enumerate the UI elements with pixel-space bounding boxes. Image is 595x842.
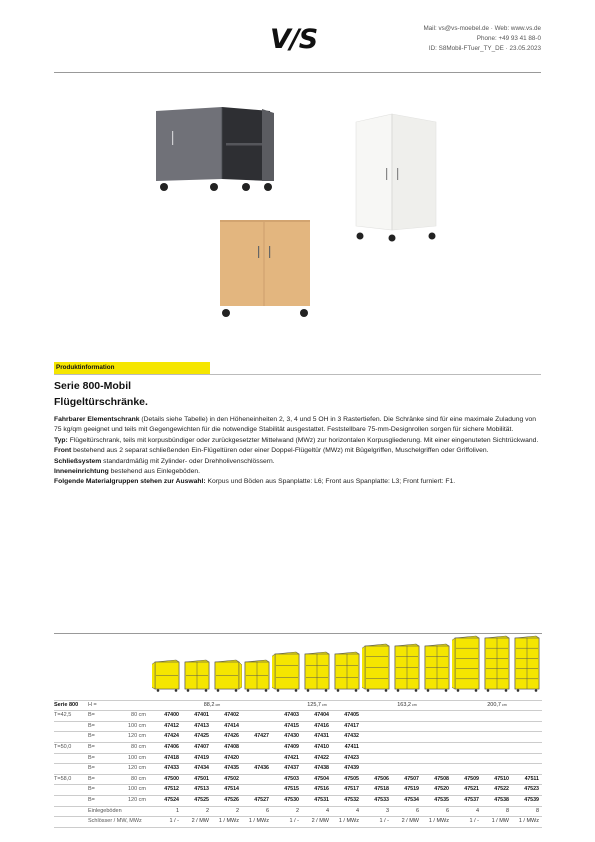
locks-row-value: 1 / MWz — [212, 817, 242, 828]
article-number: 47509 — [452, 774, 482, 785]
article-number: 47525 — [182, 795, 212, 806]
locks-row-value: 1 / - — [272, 817, 302, 828]
article-number: 47401 — [182, 711, 212, 722]
table-icon-spacer — [54, 634, 152, 700]
shelves-row-value: 3 — [362, 806, 392, 817]
article-number: 47504 — [302, 774, 332, 785]
description-paragraph — [54, 467, 542, 477]
document-id-line: ID: S8Mobil-FTuer_TY_DE · 23.05.2023 — [428, 45, 541, 52]
depth-label — [54, 753, 88, 764]
description-term: Fahrbarer Elementschrank — [54, 416, 140, 423]
article-number: 47530 — [272, 795, 302, 806]
article-number — [482, 732, 512, 743]
article-number — [392, 711, 422, 722]
article-number: 47532 — [332, 795, 362, 806]
locks-row-value: 1 / - — [362, 817, 392, 828]
depth-label: T=50,0 — [54, 742, 88, 753]
table-icon-cell — [152, 634, 182, 700]
shelves-row-label: Einlegeböden — [88, 806, 152, 817]
3oh-double-icon — [302, 650, 332, 692]
height-unit: cm — [214, 702, 221, 707]
shelves-row-value: 1 — [152, 806, 182, 817]
article-number: 47435 — [212, 764, 242, 775]
article-number: 47502 — [212, 774, 242, 785]
article-number: 47423 — [332, 753, 362, 764]
article-number: 47438 — [302, 764, 332, 775]
header-divider — [54, 72, 541, 73]
locks-row-value: 1 / MWz — [242, 817, 272, 828]
article-number — [512, 753, 542, 764]
locks-row-value: 2 / MW — [302, 817, 332, 828]
5oh-mw-icon — [512, 634, 542, 692]
description-text: standardmäßig mit Zylinder- oder Drehholivenschlössern. — [101, 457, 275, 465]
article-number: 47410 — [302, 742, 332, 753]
width-label: 100 cm — [100, 721, 152, 732]
article-number — [482, 711, 512, 722]
description-paragraph — [54, 457, 542, 467]
table-row — [54, 742, 542, 753]
width-prefix: B= — [88, 785, 100, 796]
table-row — [54, 711, 542, 722]
shelves-row-value: 2 — [272, 806, 302, 817]
article-number: 47518 — [362, 785, 392, 796]
article-number — [242, 774, 272, 785]
width-label: 100 cm — [100, 753, 152, 764]
height-value — [272, 700, 362, 711]
shelves-row-value: 8 — [512, 806, 542, 817]
article-number: 47508 — [422, 774, 452, 785]
width-prefix: B= — [88, 795, 100, 806]
article-number: 47512 — [152, 785, 182, 796]
article-number — [242, 721, 272, 732]
3oh-mw-icon — [332, 650, 362, 692]
article-number: 47405 — [332, 711, 362, 722]
depth-label — [54, 764, 88, 775]
article-number — [482, 764, 512, 775]
article-number — [392, 742, 422, 753]
article-number: 47430 — [272, 732, 302, 743]
article-number — [362, 721, 392, 732]
article-number: 47539 — [512, 795, 542, 806]
article-number — [242, 785, 272, 796]
shelves-row-value: 6 — [422, 806, 452, 817]
locks-row-label: Schlösser / MW, MWz — [88, 817, 152, 828]
article-number: 47415 — [272, 721, 302, 732]
article-number: 47516 — [302, 785, 332, 796]
table-icon-cell — [392, 634, 422, 700]
width-prefix: B= — [88, 764, 100, 775]
depth-label — [54, 795, 88, 806]
width-label: 100 cm — [100, 785, 152, 796]
depth-label: T=42,5 — [54, 711, 88, 722]
locks-row-value: 1 / - — [452, 817, 482, 828]
description-paragraph — [54, 415, 542, 436]
article-number: 47413 — [182, 721, 212, 732]
article-number: 47416 — [302, 721, 332, 732]
locks-row-value: 2 / MW — [392, 817, 422, 828]
article-number — [422, 711, 452, 722]
description-term: Front — [54, 447, 72, 455]
article-number — [482, 753, 512, 764]
article-number — [362, 764, 392, 775]
article-number — [452, 721, 482, 732]
article-number: 47414 — [212, 721, 242, 732]
article-number: 47426 — [212, 732, 242, 743]
table-icon-cell — [482, 634, 512, 700]
description-text: bestehend aus Einlegeböden. — [108, 468, 200, 476]
article-number: 47503 — [272, 774, 302, 785]
section-divider — [54, 374, 541, 375]
article-number — [422, 742, 452, 753]
locks-row-value: 1 / - — [152, 817, 182, 828]
article-number — [392, 732, 422, 743]
article-number: 47505 — [332, 774, 362, 785]
article-number: 47524 — [152, 795, 182, 806]
article-number — [242, 742, 272, 753]
locks-row-value: 1 / MWz — [332, 817, 362, 828]
width-label: 80 cm — [100, 711, 152, 722]
article-number: 47427 — [242, 732, 272, 743]
product-type-title: Flügeltürschränke. — [54, 396, 148, 408]
article-number: 47537 — [452, 795, 482, 806]
article-number — [422, 721, 452, 732]
table-icon-cell — [212, 634, 242, 700]
height-number: 200,7 — [487, 701, 501, 708]
article-number — [452, 753, 482, 764]
article-number: 47402 — [212, 711, 242, 722]
2oh-right-icon — [212, 658, 242, 692]
product-description — [54, 415, 542, 488]
article-number: 47514 — [212, 785, 242, 796]
4oh-left-icon — [362, 642, 392, 692]
width-prefix: B= — [88, 753, 100, 764]
description-text: bestehend aus 2 separat schließenden Ein-Flügeltüren oder einer Doppel-Flügeltür (MWz) mit Bügelgriffen, Muschelgriffen oder Griffoliven. — [71, 447, 489, 455]
3oh-left-icon — [272, 650, 302, 692]
product-info-tag: Produktinformation — [54, 362, 210, 374]
article-number: 47437 — [272, 764, 302, 775]
article-number: 47417 — [332, 721, 362, 732]
article-number: 47420 — [212, 753, 242, 764]
article-number — [512, 711, 542, 722]
height-value — [452, 700, 542, 711]
article-number: 47500 — [152, 774, 182, 785]
width-label: 120 cm — [100, 764, 152, 775]
4oh-double-icon — [392, 642, 422, 692]
article-number — [242, 711, 272, 722]
table-row — [54, 785, 542, 796]
shelves-row-value: 6 — [392, 806, 422, 817]
row-spacer — [54, 817, 88, 828]
article-number: 47419 — [182, 753, 212, 764]
description-term: Schließsystem — [54, 457, 102, 465]
article-number: 47521 — [452, 785, 482, 796]
height-number: 88,2 — [203, 701, 215, 708]
table-row — [54, 764, 542, 775]
height-unit: cm — [410, 702, 417, 707]
2oh-double-icon — [182, 658, 212, 692]
depth-label — [54, 785, 88, 796]
description-term: Inneneinrichtung — [54, 468, 109, 476]
height-number: 163,2 — [397, 701, 411, 708]
article-number: 47527 — [242, 795, 272, 806]
width-prefix: B= — [88, 742, 100, 753]
width-prefix: B= — [88, 774, 100, 785]
article-number: 47432 — [332, 732, 362, 743]
width-label: 120 cm — [100, 732, 152, 743]
table-icon-cell — [512, 634, 542, 700]
article-number: 47511 — [512, 774, 542, 785]
article-number: 47523 — [512, 785, 542, 796]
width-prefix: B= — [88, 711, 100, 722]
mail-web-line: Mail: vs@vs-moebel.de · Web: www.vs.de — [423, 25, 541, 32]
height-label: H = — [88, 700, 152, 711]
table-icon-cell — [272, 634, 302, 700]
shelves-row-value: 6 — [242, 806, 272, 817]
article-number: 47534 — [392, 795, 422, 806]
article-number — [452, 764, 482, 775]
article-number: 47515 — [272, 785, 302, 796]
article-number: 47431 — [302, 732, 332, 743]
article-number: 47535 — [422, 795, 452, 806]
article-number — [392, 753, 422, 764]
height-unit: cm — [500, 702, 507, 707]
article-number: 47407 — [182, 742, 212, 753]
4oh-mw-icon — [422, 642, 452, 692]
description-paragraph — [54, 477, 542, 487]
locks-row-value: 1 / MWz — [422, 817, 452, 828]
article-number — [422, 753, 452, 764]
shelves-row-value: 2 — [182, 806, 212, 817]
article-number: 47433 — [152, 764, 182, 775]
product-photo-beech-cabinet — [216, 214, 314, 320]
description-term: Typ: — [54, 436, 68, 444]
table-icons-row — [54, 634, 542, 700]
article-number: 47411 — [332, 742, 362, 753]
article-number — [512, 742, 542, 753]
shelves-row-value: 2 — [212, 806, 242, 817]
table-icon-cell — [242, 634, 272, 700]
article-number: 47510 — [482, 774, 512, 785]
height-number: 125,7 — [307, 701, 321, 708]
article-number: 47408 — [212, 742, 242, 753]
article-number — [452, 742, 482, 753]
article-number: 47422 — [302, 753, 332, 764]
article-number — [452, 711, 482, 722]
description-text: Flügeltürschrank, teils mit korpusbündiger oder zurückgesetzter Mittelwand (MWz) zur horizontalen Korpusgliederung. Mit einer eingenuteten Sichtrückwand. — [67, 436, 539, 444]
depth-label: T=58,0 — [54, 774, 88, 785]
description-paragraph — [54, 446, 542, 456]
description-paragraph — [54, 436, 542, 446]
height-unit: cm — [320, 702, 327, 707]
table-row — [54, 774, 542, 785]
article-number: 47434 — [182, 764, 212, 775]
article-number: 47507 — [392, 774, 422, 785]
table-icon-cell — [302, 634, 332, 700]
height-value — [362, 700, 452, 711]
row-spacer — [54, 806, 88, 817]
width-label: 120 cm — [100, 795, 152, 806]
article-number: 47439 — [332, 764, 362, 775]
width-label: 80 cm — [100, 774, 152, 785]
article-number — [422, 764, 452, 775]
locks-row — [54, 817, 542, 828]
article-number: 47522 — [482, 785, 512, 796]
contact-block — [423, 24, 541, 54]
article-number: 47519 — [392, 785, 422, 796]
description-text: (Details siehe Tabelle) in den Höheneinheiten 2, 3, 4 und 5 OH in 3 Rastertiefen. Die Schränke sind für eine maximale Zuladung von 75 kg/qm geeignet und teils mit Gegengewichten für die notwendige Stabilität ausgestattet. Feststellbare 75-mm-Designrollen sorgen für sichere Mobilität. — [54, 416, 537, 434]
locks-row-value: 2 / MW — [182, 817, 212, 828]
5oh-left-icon — [452, 634, 482, 692]
locks-row-value: 1 / MW — [482, 817, 512, 828]
height-value — [152, 700, 272, 711]
variant-table-wrap — [54, 633, 542, 828]
5oh-double-icon — [482, 634, 512, 692]
vs-logo: V/S — [270, 24, 318, 55]
shelves-row-value: 4 — [452, 806, 482, 817]
article-number — [362, 732, 392, 743]
article-number: 47424 — [152, 732, 182, 743]
table-icon-cell — [332, 634, 362, 700]
table-row — [54, 753, 542, 764]
article-number — [362, 742, 392, 753]
article-number: 47418 — [152, 753, 182, 764]
article-number — [452, 732, 482, 743]
2oh-shelf-icon — [242, 658, 272, 692]
table-row — [54, 795, 542, 806]
description-text: Korpus und Böden aus Spanplatte: L6; Front aus Spanplatte: L3; Front furniert: F1. — [205, 478, 456, 486]
article-number: 47506 — [362, 774, 392, 785]
width-prefix: B= — [88, 721, 100, 732]
table-icon-cell — [182, 634, 212, 700]
article-number: 47425 — [182, 732, 212, 743]
article-number: 47520 — [422, 785, 452, 796]
product-series-title: Serie 800-Mobil — [54, 380, 132, 392]
2oh-left-icon — [152, 658, 182, 692]
depth-label — [54, 732, 88, 743]
article-number — [482, 742, 512, 753]
table-icon-cell — [422, 634, 452, 700]
article-number: 47412 — [152, 721, 182, 732]
table-icon-cell — [452, 634, 482, 700]
product-photo-white-cabinet — [352, 110, 442, 244]
phone-line: Phone: +49 93 41 88-0 — [476, 35, 541, 42]
shelves-row — [54, 806, 542, 817]
product-photo-grey-cabinet — [150, 105, 278, 193]
article-number — [422, 732, 452, 743]
table-icon-cell — [362, 634, 392, 700]
shelves-row-value: 4 — [332, 806, 362, 817]
article-number — [512, 732, 542, 743]
article-number: 47513 — [182, 785, 212, 796]
shelves-row-value: 8 — [482, 806, 512, 817]
article-number — [242, 753, 272, 764]
article-number: 47403 — [272, 711, 302, 722]
article-number: 47533 — [362, 795, 392, 806]
article-number: 47421 — [272, 753, 302, 764]
article-number — [362, 711, 392, 722]
article-number: 47517 — [332, 785, 362, 796]
variant-table — [54, 634, 542, 828]
article-number — [482, 721, 512, 732]
article-number — [512, 764, 542, 775]
article-number: 47409 — [272, 742, 302, 753]
table-row — [54, 721, 542, 732]
article-number — [392, 764, 422, 775]
article-number: 47406 — [152, 742, 182, 753]
article-number: 47538 — [482, 795, 512, 806]
width-prefix: B= — [88, 732, 100, 743]
article-number — [362, 753, 392, 764]
article-number — [392, 721, 422, 732]
article-number — [512, 721, 542, 732]
depth-label — [54, 721, 88, 732]
article-number: 47526 — [212, 795, 242, 806]
article-number: 47531 — [302, 795, 332, 806]
series-label: Serie 800 — [54, 700, 88, 711]
article-number: 47400 — [152, 711, 182, 722]
table-row — [54, 732, 542, 743]
width-label: 80 cm — [100, 742, 152, 753]
description-term: Folgende Materialgruppen stehen zur Auswahl: — [54, 478, 206, 486]
shelves-row-value: 4 — [302, 806, 332, 817]
article-number: 47501 — [182, 774, 212, 785]
article-number: 47404 — [302, 711, 332, 722]
article-number: 47436 — [242, 764, 272, 775]
locks-row-value: 1 / MWz — [512, 817, 542, 828]
table-heights-row — [54, 700, 542, 711]
